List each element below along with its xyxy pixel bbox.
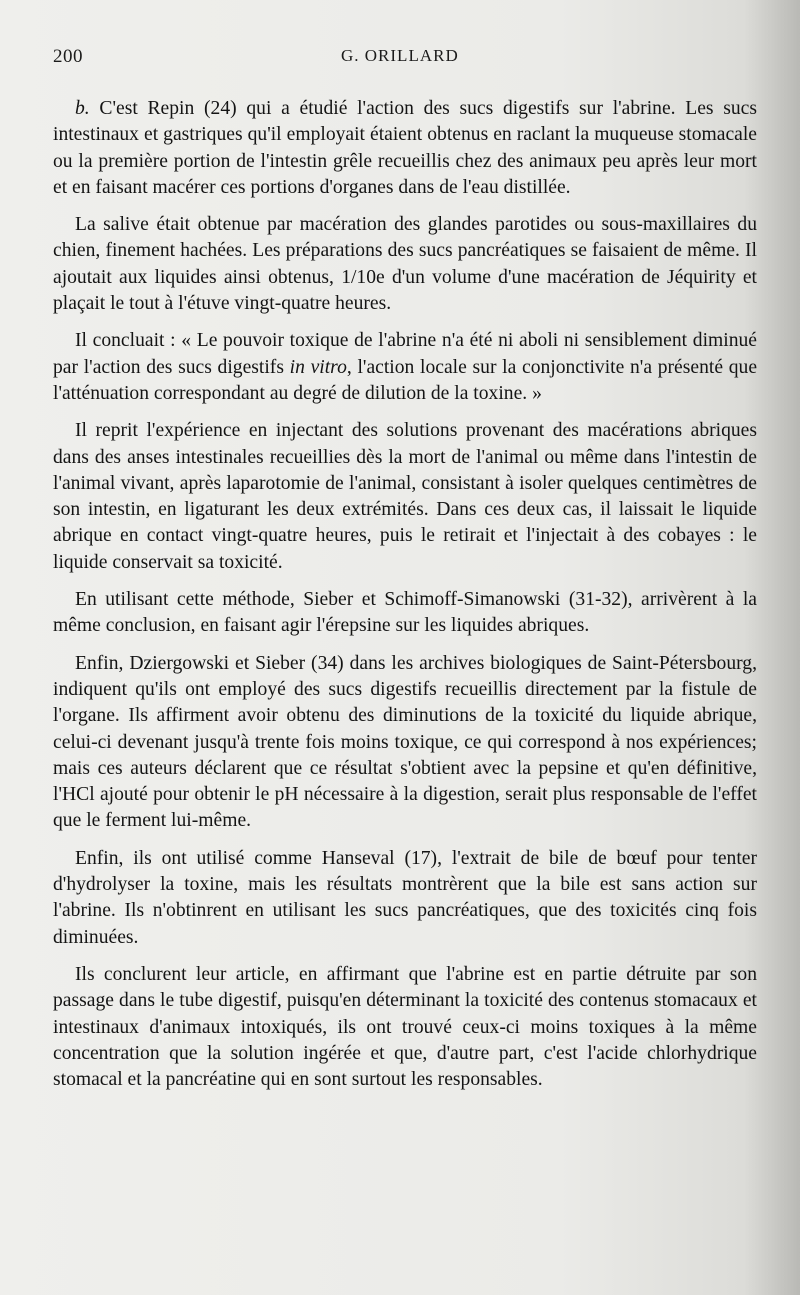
paragraph-3-text-after: , l'action locale sur la conjonctivite n'a présenté que l'atténuation correspondant au degré de dilution de la toxine. » bbox=[53, 356, 758, 404]
page-number: 200 bbox=[53, 46, 83, 67]
page-header bbox=[53, 46, 753, 74]
section-marker: b. bbox=[75, 98, 90, 119]
paragraph-4: Il reprit l'expérience en injectant des solutions provenant des macérations abriques dans des anses intestinales recueillies dès la mort de l'animal ou même dans l'intestin de l'animal vivant, après laparotomie de l'animal, consistant à isoler quelques centimètres de son intestin, en ligaturant les deux extrémités. Dans ces deux cas, il laissait le liquide abrique en contact vingt-quatre heures, puis le retirait et l'injectait à des cobayes : le liquide conservait sa toxicité. bbox=[53, 420, 757, 573]
body-text bbox=[53, 96, 757, 1104]
paragraph-6: Enfin, Dziergowski et Sieber (34) dans les archives biologiques de Saint-Pétersbourg, indiquent qu'ils ont employé des sucs digestifs recueillis directement par la fistule de l'organe. Ils affirment avoir obtenu des diminutions de la toxicité du liquide abrique, celui-ci devenant jusqu'à trente fois moins toxique, ce qui correspond à nos expériences; mais ces auteurs déclarent que ce résultat s'obtient avec la pepsine et qu'en définitive, l'HCl ajouté pour obtenir le pH nécessaire à la digestion, serait plus responsable de l'effet que le ferment lui-même. bbox=[53, 652, 757, 832]
paragraph-2: La salive était obtenue par macération des glandes parotides ou sous-maxillaires du chien, finement hachées. Les préparations des sucs pancréatiques se faisaient de même. Il ajoutait aux liquides ainsi obtenus, 1/10e d'un volume d'une macération de Jéquirity et plaçait le tout à l'étuve vingt-quatre heures. bbox=[53, 214, 757, 315]
paragraph-3 bbox=[53, 328, 757, 407]
running-head: G. ORILLARD bbox=[341, 46, 459, 65]
paragraph-8: Ils conclurent leur article, en affirmant que l'abrine est en partie détruite par son passage dans le tube digestif, puisqu'en déterminant la toxicité des contenus stomacaux et intestinaux d'animaux intoxiqués, ils ont trouvé ceux-ci moins toxiques à la même concentration que la solution ingérée et que, d'autre part, c'est l'acide chlorhydrique stomacal et la pancréatine qui en sont surtout les responsables. bbox=[53, 963, 757, 1091]
paragraph-1 bbox=[53, 96, 757, 201]
paragraph-7: Enfin, ils ont utilisé comme Hanseval (17), l'extrait de bile de bœuf pour tenter d'hydrolyser la toxine, mais les résultats montrèrent que la bile est sans action sur l'abrine. Ils n'obtinrent en utilisant les sucs pancréatiques, que des toxicités cinq fois diminuées. bbox=[53, 847, 757, 948]
paragraph-5: En utilisant cette méthode, Sieber et Schimoff-Simanowski (31-32), arrivèrent à la même conclusion, en faisant agir l'érepsine sur les liquides abriques. bbox=[53, 589, 757, 637]
paragraph-1-text: C'est Repin (24) qui a étudié l'action des sucs digestifs sur l'abrine. Les sucs intestinaux et gastriques qu'il employait étaient obtenus en raclant la muqueuse stomacale ou la première portion de l'intestin grêle recueillis chez des animaux peu après leur mort et en faisant macérer ces portions d'organes dans de l'eau distillée. bbox=[53, 98, 757, 198]
paragraph-3-text-before: Il concluait : « Le pouvoir toxique de l'abrine n'a été ni aboli ni sensiblement diminué par l'action des sucs digestifs bbox=[53, 330, 757, 378]
paragraph-3-italic: in vitro bbox=[289, 356, 347, 378]
